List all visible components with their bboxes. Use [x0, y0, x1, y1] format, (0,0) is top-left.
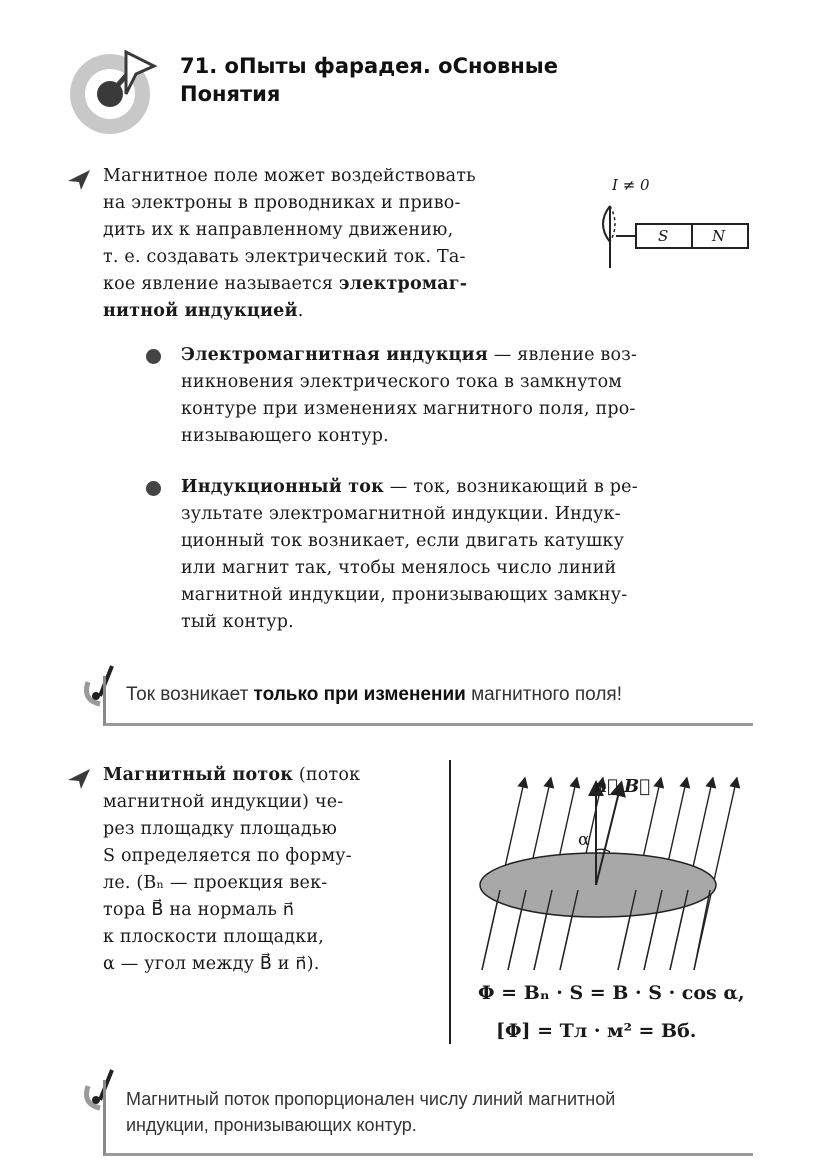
note-box [103, 676, 753, 726]
definition-line: ционный ток возникает, если двигать катушку [181, 531, 625, 551]
definition-line: контуре при изменениях магнитного поля, про- [181, 399, 636, 419]
intro-term: нитной индукцией [103, 301, 298, 321]
definition-text: — явление воз- [487, 345, 638, 365]
target-arrow-icon [66, 44, 166, 136]
definition-line: тый контур. [181, 612, 294, 632]
definition-text: — ток, возникающий в ре- [384, 477, 638, 497]
column-divider [449, 760, 451, 1044]
current-label: I ≠ 0 [612, 176, 650, 194]
note-text: магнитного поля! [465, 684, 622, 705]
pole-s-label: S [658, 227, 669, 245]
flux-units: [Φ] = Тл · м² = Вб. [496, 1020, 697, 1042]
flux-figure [470, 770, 750, 980]
flux-term: Магнитный поток [103, 765, 294, 785]
pole-n-label: N [712, 227, 726, 245]
note-text: индукции, пронизывающих контур. [126, 1115, 417, 1135]
definition-line: низывающего контур. [181, 426, 389, 446]
definition-item [181, 474, 761, 636]
note-box [103, 1080, 753, 1156]
note-text: Магнитный поток пропорционален числу линий магнитной [126, 1089, 616, 1109]
definition-line [181, 474, 761, 501]
definition-line: или магнит так, чтобы менялось число линий [181, 558, 617, 578]
title-line-2: Понятия [180, 82, 281, 106]
flux-text: (поток [293, 765, 361, 785]
bullet-icon [146, 481, 161, 496]
intro-paragraph [103, 163, 573, 325]
definition-line [181, 342, 761, 369]
b-vector-label: B⃗ [624, 776, 651, 797]
flux-line: α — угол между B⃗ и n⃗). [103, 954, 320, 974]
title-line-1: 71. оПыты фарадея. оСновные [180, 54, 558, 78]
definition-item [181, 342, 761, 450]
flux-formula: Φ = Bₙ · S = B · S · cos α, [478, 982, 745, 1004]
intro-line: дить их к направленному движению, [103, 220, 454, 240]
flux-line: ле. (Bₙ — проекция век- [103, 873, 328, 893]
pointer-arrow-icon [66, 168, 92, 192]
flux-line [103, 762, 433, 789]
flux-line: тора B⃗ на нормаль n⃗ [103, 900, 295, 920]
intro-term: электромаг- [338, 274, 468, 294]
definition-line: никновения электрического тока в замкнутом [181, 372, 623, 392]
intro-line: т. е. создавать электрический ток. Та- [103, 247, 466, 267]
flux-line: S определяется по форму- [103, 846, 352, 866]
field-lines-drawing [470, 770, 750, 980]
intro-text: кое явление называется [103, 274, 339, 294]
normal-vector-label: n⃗ [594, 776, 618, 797]
definition-line: зультате электромагнитной индукции. Индук- [181, 504, 621, 524]
intro-text: . [297, 301, 304, 321]
intro-line [103, 271, 573, 298]
flux-paragraph [103, 762, 433, 978]
flux-line: рез площадку площадью [103, 819, 338, 839]
page-title [180, 52, 740, 108]
definition-line: магнитной индукции, пронизывающих замкну- [181, 585, 628, 605]
intro-line [103, 298, 573, 325]
intro-line: Магнитное поле может воздействовать [103, 166, 476, 186]
definition-term: Электромагнитная индукция [181, 345, 488, 365]
definition-term: Индукционный ток [181, 477, 385, 497]
pointer-arrow-icon [66, 767, 92, 791]
bullet-icon [146, 349, 161, 364]
flux-line: к плоскости площадки, [103, 927, 324, 947]
note-emphasis: только при изменении [253, 684, 466, 705]
coil-magnet-figure [596, 176, 756, 276]
intro-line: на электроны в проводниках и приво- [103, 193, 461, 213]
flux-line: магнитной индукции) че- [103, 792, 344, 812]
alpha-label: α [578, 830, 590, 850]
note-text: Ток возникает [126, 684, 254, 705]
